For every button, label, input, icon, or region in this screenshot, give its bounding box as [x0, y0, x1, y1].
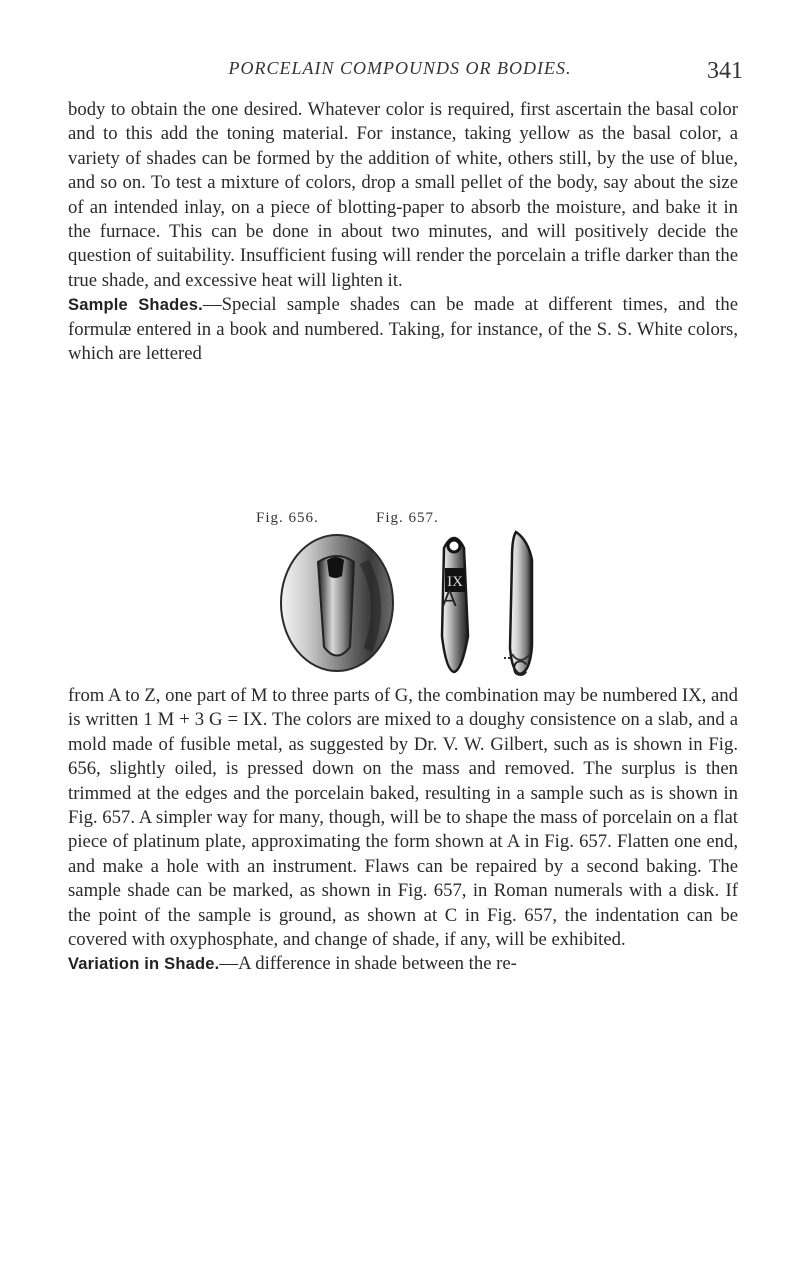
paragraph-1: body to obtain the one desired. Whatever color is required, first ascertain the basal color and to this add the toning material. For instance, taking yellow as the basal color, a variety of shades can be formed by the addition of white, others still, by the use of blue, and so on. To test a mixture of colors, drop a small pellet of the body, say about the size of an intended inlay, on a piece of blotting-paper to absorb the moisture, and bake it in the furnace. This can be done in about two minutes, and will positively decide the question of suitability. Insufficient fusing will render the porcelain a trifle darker than the true shade, and excessive heat will lighten it.: [68, 99, 738, 291]
numeral-ix: IX: [447, 574, 463, 590]
section-text-sample-shades: —Special sample shades can be made at different times, and the formulæ entered in a book and numbered. Taking, for instance, of the S. S. White colors, which are lettered: [68, 294, 738, 365]
running-head: PORCELAIN COMPOUNDS OR BODIES.: [228, 58, 572, 78]
figure-656-mold-illustration: [278, 532, 396, 674]
mold-hole: [327, 557, 344, 578]
section-heading-variation-in-shade: Variation in Shade.: [68, 955, 220, 974]
figure-656-caption: Fig. 656.: [256, 510, 319, 526]
paragraph-block-1: [68, 98, 738, 366]
sample-shade-hole: [448, 540, 460, 552]
figure-label-a: A: [442, 586, 457, 611]
sample-shade-b: [510, 532, 532, 674]
paragraph-2: from A to Z, one part of M to three parts of G, the combination may be numbered IX, and is written 1 M + 3 G = IX. The colors are mixed to a doughy consistence on a slab, and a mold made of fusible metal, as suggested by Dr. V. W. Gilbert, such as is shown in Fig. 656, slightly oiled, is pressed down on the mass and removed. The surplus is then trimmed at the edges and the porcelain baked, resulting in a sample such as is shown in Fig. 657. A simpler way for many, though, will be to shape the mass of porcelain on a flat piece of platinum plate, approximating the form shown at A in Fig. 657. Flatten one end, and make a hole with an instrument. Flaws can be repaired by a second baking. The sample shade can be marked, as shown in Fig. 657, in Roman numerals with a disk. If the point of the sample is ground, as shown at C in Fig. 657, the indentation can be covered with oxyphosphate, and change of shade, if any, will be exhibited.: [68, 685, 738, 951]
figure-657-caption: Fig. 657.: [376, 510, 439, 526]
page-number: 341: [707, 58, 743, 84]
section-heading-sample-shades: Sample Shades.: [68, 296, 203, 315]
paragraph-block-2: [68, 684, 738, 977]
figure-label-c: C: [512, 656, 528, 681]
section-text-variation-in-shade: —A difference in shade between the re-: [219, 953, 517, 975]
